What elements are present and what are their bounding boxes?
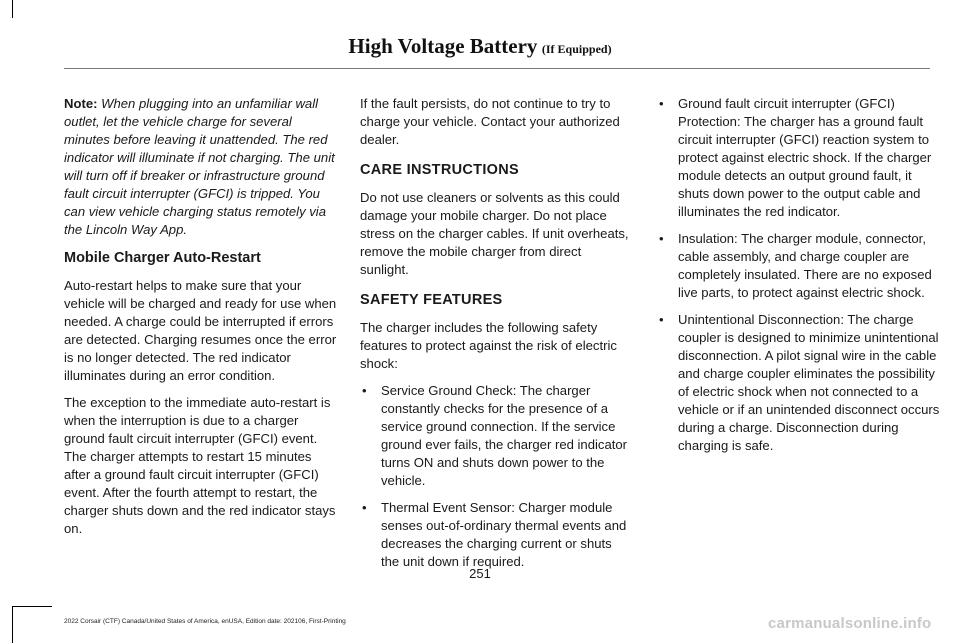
heading-care-instructions: CARE INSTRUCTIONS xyxy=(360,162,519,178)
section-subtitle: (If Equipped) xyxy=(541,42,612,56)
bullet-glyph: • xyxy=(362,500,367,515)
bullet-glyph: • xyxy=(659,312,664,327)
section-title: High Voltage Battery xyxy=(348,34,538,58)
running-header xyxy=(0,34,960,59)
safety-list-a xyxy=(360,382,632,571)
list-item xyxy=(657,311,941,455)
heading-safety-features: SAFETY FEATURES xyxy=(360,292,503,308)
crop-mark-bottom-left xyxy=(12,606,13,643)
bullet-glyph: • xyxy=(659,96,664,111)
list-item xyxy=(657,95,941,221)
safety-intro-paragraph: The charger includes the following safety features to protect against the risk of electric shock: xyxy=(360,320,617,371)
care-paragraph: Do not use cleaners or solvents as this could damage your mobile charger. Do not place stress on the charger cables. If unit overheats, remove the mobile charger from direct sunlight. xyxy=(360,190,629,277)
note-paragraph xyxy=(64,95,340,239)
page-number: 251 xyxy=(469,566,491,581)
auto-restart-paragraph: Auto-restart helps to make sure that your vehicle will be charged and ready for use when needed. A charge could be interrupted if errors are detected. Charging resumes once the error is no longer detected. The red indicator illuminates during an error condition. xyxy=(64,278,337,383)
list-item-text: Unintentional Disconnection: The charge coupler is designed to minimize unintentional disconnection. A pilot signal wire in the cable and charge coupler eliminates the possibility of electric shock when not connected to a vehicle or if an unintended disconnect occurs during a charge. Disconnection during charging is safe. xyxy=(678,312,940,453)
list-item-text: Service Ground Check: The charger constantly checks for the presence of a service ground connection. If the service ground ever fails, the charger red indicator turns ON and shuts down power to the vehicle. xyxy=(381,383,628,488)
list-item-text: Thermal Event Sensor: Charger module senses out-of-ordinary thermal events and decreases the charging current or shuts the unit down if required. xyxy=(381,500,627,569)
header-rule xyxy=(64,68,930,69)
note-text: When plugging into an unfamiliar wall outlet, let the vehicle charge for several minutes before leaving it unattended. The red indicator will illuminate if not charging. The unit will turn off if breaker or infrastructure ground fault circuit interrupter (GFCI) is tripped. You can view vehicle charging status remotely via the Lincoln Way App. xyxy=(64,96,335,237)
list-item xyxy=(360,382,632,490)
safety-list-b xyxy=(657,95,941,455)
list-item xyxy=(360,499,632,571)
list-item-text: Insulation: The charger module, connector, cable assembly, and charge coupler are completely insulated. There are no exposed live parts, to protect against electric shock. xyxy=(678,231,932,300)
bullet-glyph: • xyxy=(362,383,367,398)
column-3 xyxy=(657,95,941,464)
exception-paragraph: The exception to the immediate auto-restart is when the interruption is due to a charger ground fault circuit interrupter (GFCI) event. The charger attempts to restart 15 minutes after a ground fault circuit interrupter (GFCI) event. After the fourth attempt to restart, the charger shuts down and the red indicator stays on. xyxy=(64,395,336,536)
crop-mark-top-left xyxy=(12,0,13,18)
fault-persists-paragraph: If the fault persists, do not continue to try to charge your vehicle. Contact your authorized dealer. xyxy=(360,96,620,147)
bullet-glyph: • xyxy=(659,231,664,246)
list-item-text: Ground fault circuit interrupter (GFCI) Protection: The charger has a ground fault circuit interrupter (GFCI) reaction system to protect against electric shock. If the charger module detects an output ground fault, it shuts down power to the output cable and illuminates the red indicator. xyxy=(678,96,932,219)
crop-mark-bottom-left-h xyxy=(12,606,52,607)
watermark: carmanualsonline.info xyxy=(768,615,932,632)
column-2 xyxy=(360,95,632,580)
column-1 xyxy=(64,95,340,547)
heading-auto-restart: Mobile Charger Auto-Restart xyxy=(64,250,261,266)
list-item xyxy=(657,230,941,302)
note-label: Note: xyxy=(64,96,98,111)
footer-edition-text: 2022 Corsair (CTF) Canada/United States of America, enUSA, Edition date: 202106, First-Printing xyxy=(64,618,346,625)
